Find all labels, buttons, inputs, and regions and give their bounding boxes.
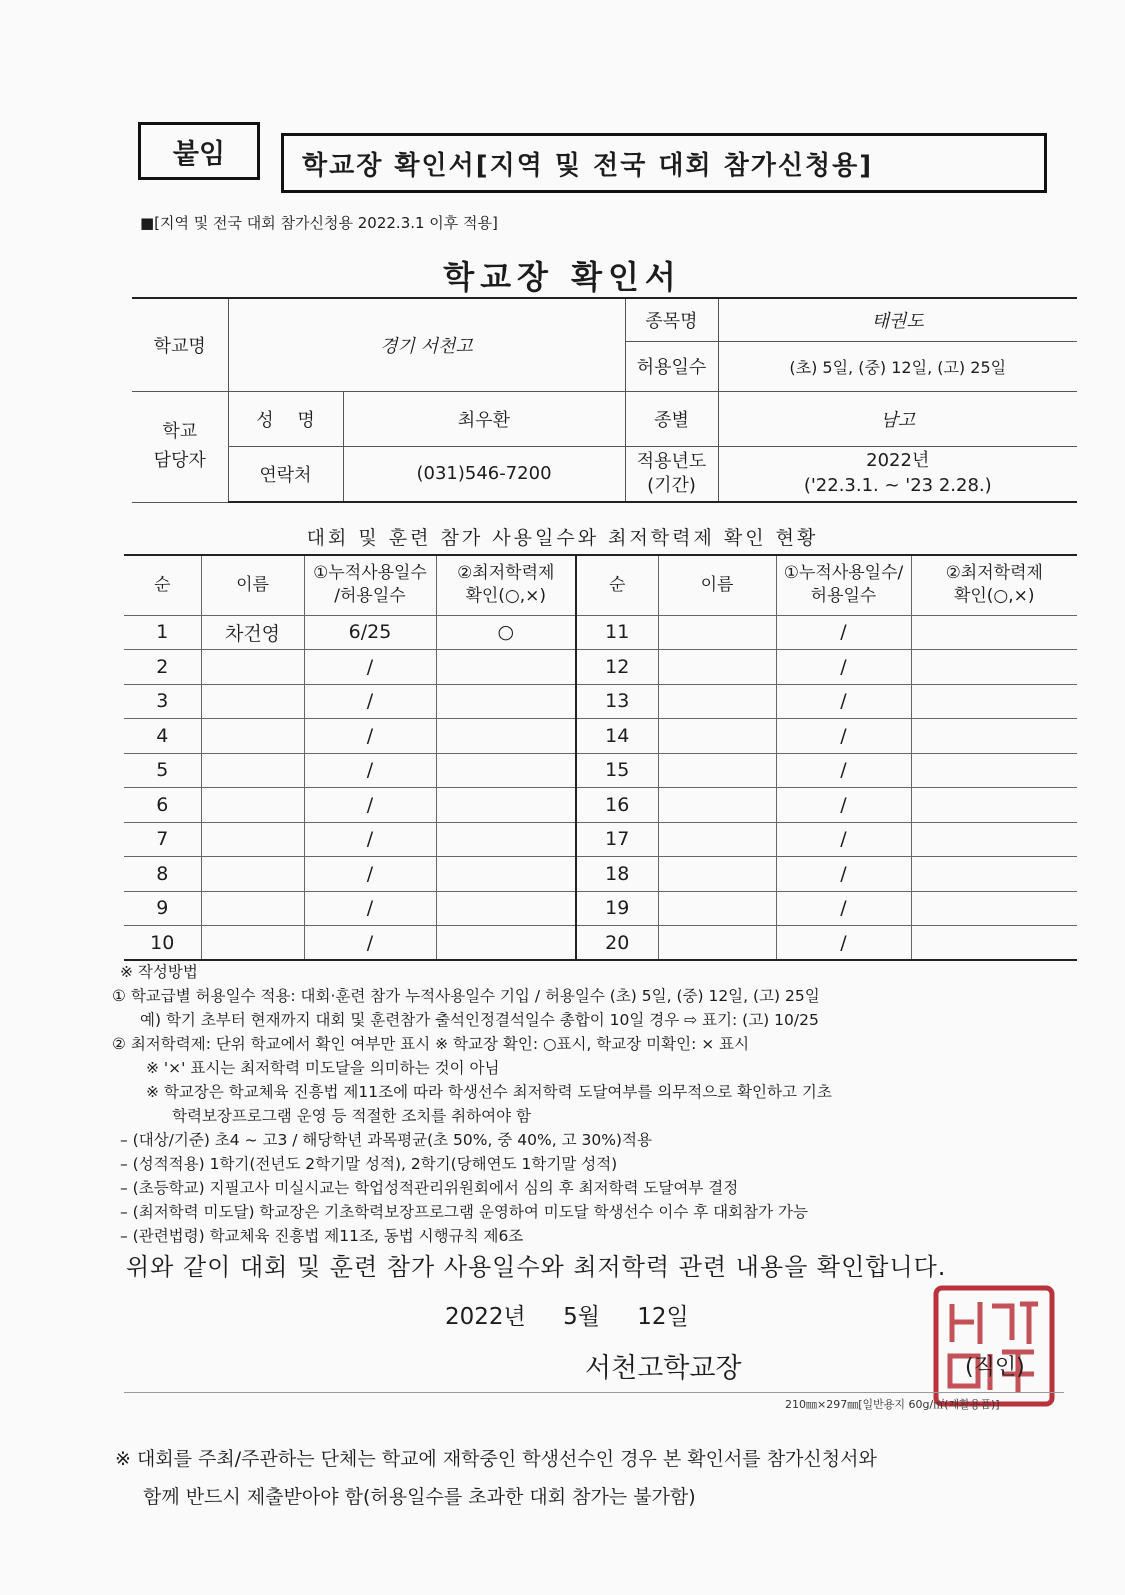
cell-days-2: / [776, 719, 911, 754]
instruction-line: – (최저학력 미도달) 학교장은 기초학력보장프로그램 운영하여 미도달 학생선수 이수 후 대회참가 가능 [120, 1203, 808, 1221]
cell-name [201, 684, 304, 719]
cell-seq-2: 19 [576, 891, 658, 926]
cell-seq: 10 [124, 926, 201, 961]
cell-name-2 [658, 891, 776, 926]
cell-check [436, 719, 576, 754]
header-check: ②최저학력제 확인(○,×) [436, 555, 576, 615]
year-value: 2022년 ('22.3.1. ~ '23 2.28.) [718, 446, 1077, 502]
cell-name [201, 719, 304, 754]
cell-days: / [304, 684, 436, 719]
cell-check-2 [911, 788, 1077, 823]
cell-check [436, 926, 576, 961]
cell-seq: 5 [124, 753, 201, 788]
cell-seq-2: 15 [576, 753, 658, 788]
instruction-line: – (관련법령) 학교체육 진흥법 제11조, 동법 시행규칙 제6조 [120, 1227, 524, 1245]
header-name-2: 이름 [658, 555, 776, 615]
divider [124, 1392, 1064, 1393]
header-days-2: ①누적사용일수/ 허용일수 [776, 555, 911, 615]
cell-days: / [304, 822, 436, 857]
applicability-note: ■[지역 및 전국 대회 참가신청용 2022.3.1 이후 적용] [140, 214, 498, 232]
header-check-2: ②최저학력제 확인(○,×) [911, 555, 1077, 615]
cell-name-2 [658, 822, 776, 857]
cell-seq: 7 [124, 822, 201, 857]
instructions [112, 960, 1072, 1248]
cell-days-2: / [776, 684, 911, 719]
cell-seq: 3 [124, 684, 201, 719]
instruction-line: 학력보장프로그램 운영 등 적절한 조치를 취하여야 함 [172, 1107, 531, 1125]
cell-name-2 [658, 926, 776, 961]
instruction-line: 예) 학기 초부터 현재까지 대회 및 훈련참가 출석인정결석일수 총합이 10일 경우 ⇨ 표기: (고) 10/25 [140, 1011, 819, 1029]
sign-date [445, 1298, 719, 1331]
instruction-line: – (대상/기준) 초4 ~ 고3 / 해당학년 과목평균(초 50%, 중 40%, 고 30%)적용 [120, 1131, 652, 1149]
cell-days: / [304, 891, 436, 926]
cell-days: / [304, 719, 436, 754]
instruction-line: – (성적적용) 1학기(전년도 2학기말 성적), 2학기(당해연도 1학기말 성적) [120, 1155, 618, 1173]
cell-seq-2: 18 [576, 857, 658, 892]
cell-days-2: / [776, 822, 911, 857]
cell-check-2 [911, 684, 1077, 719]
cell-days-2: / [776, 753, 911, 788]
cell-check [436, 822, 576, 857]
participation-table [124, 554, 1077, 961]
cell-seq-2: 13 [576, 684, 658, 719]
cell-check-2 [911, 926, 1077, 961]
cell-check [436, 857, 576, 892]
table-row [124, 891, 1077, 926]
table-row [124, 719, 1077, 754]
date-year: 2022년 [445, 1304, 526, 1330]
cell-check-2 [911, 857, 1077, 892]
cell-seq: 8 [124, 857, 201, 892]
footnote-line: 함께 반드시 제출받아야 함(허용일수를 초과한 대회 참가는 불가함) [143, 1486, 696, 1508]
table-row [124, 822, 1077, 857]
cell-seq-2: 20 [576, 926, 658, 961]
cell-days: 6/25 [304, 615, 436, 650]
principal-signature: 서천고학교장 [585, 1353, 742, 1384]
cell-seq-2: 17 [576, 822, 658, 857]
cell-days: / [304, 650, 436, 685]
allowed-days-value: (초) 5일, (중) 12일, (고) 25일 [718, 341, 1077, 391]
cell-name [201, 650, 304, 685]
official-seal-stamp [930, 1282, 1058, 1410]
section-title: 대회 및 훈련 참가 사용일수와 최저학력제 확인 현황 [306, 527, 819, 549]
cell-name-2 [658, 719, 776, 754]
instruction-line: ※ 학교장은 학교체육 진흥법 제11조에 따라 학생선수 최저학력 도달여부를 의무적으로 확인하고 기초 [146, 1083, 832, 1101]
table-row [124, 650, 1077, 685]
cell-seq: 1 [124, 615, 201, 650]
table-row [124, 753, 1077, 788]
school-info-table [132, 297, 1077, 503]
cell-name [201, 926, 304, 961]
cell-days-2: / [776, 788, 911, 823]
allowed-days-label: 허용일수 [625, 341, 718, 391]
cell-check: ○ [436, 615, 576, 650]
cell-days-2: / [776, 650, 911, 685]
cell-name-2 [658, 684, 776, 719]
cell-check [436, 753, 576, 788]
table-row [124, 788, 1077, 823]
cell-name-2 [658, 615, 776, 650]
sport-value: 태권도 [718, 298, 1077, 341]
cell-name-2 [658, 650, 776, 685]
manager-name-value: 최우환 [343, 391, 625, 446]
header-seq-2: 순 [576, 555, 658, 615]
year-label: 적용년도 (기간) [625, 446, 718, 502]
cell-days-2: / [776, 615, 911, 650]
attachment-tag: 붙임 [138, 122, 260, 180]
cell-name: 차건영 [201, 615, 304, 650]
gender-type-label: 종별 [625, 391, 718, 446]
manager-label: 학교 담당자 [132, 391, 228, 502]
school-label: 학교명 [132, 298, 228, 391]
cell-days-2: / [776, 857, 911, 892]
cell-name [201, 822, 304, 857]
cell-check [436, 788, 576, 823]
contact-label: 연락처 [228, 446, 343, 502]
date-month: 5월 [563, 1304, 600, 1330]
cell-days: / [304, 857, 436, 892]
cell-seq: 6 [124, 788, 201, 823]
cell-check-2 [911, 891, 1077, 926]
cell-seq-2: 11 [576, 615, 658, 650]
cell-check [436, 891, 576, 926]
footnote [115, 1440, 877, 1516]
instruction-line: ② 최저학력제: 단위 학교에서 확인 여부만 표시 ※ 학교장 확인: ○표시, 학교장 미확인: × 표시 [112, 1035, 750, 1053]
cell-name [201, 788, 304, 823]
cell-seq: 4 [124, 719, 201, 754]
cell-days-2: / [776, 891, 911, 926]
gender-type-value: 남고 [718, 391, 1077, 446]
cell-check-2 [911, 822, 1077, 857]
cell-name [201, 857, 304, 892]
paper-spec: 210㎜×297㎜[일반용지 60g/㎡(재활용품)] [785, 1398, 1000, 1411]
cell-days: / [304, 788, 436, 823]
cell-check-2 [911, 650, 1077, 685]
header-days: ①누적사용일수 /허용일수 [304, 555, 436, 615]
cell-days: / [304, 753, 436, 788]
cell-check-2 [911, 719, 1077, 754]
sport-label: 종목명 [625, 298, 718, 341]
cell-days: / [304, 926, 436, 961]
school-value: 경기 서천고 [228, 298, 625, 391]
cell-name-2 [658, 753, 776, 788]
instruction-line: ① 학교급별 허용일수 적용: 대회·훈련 참가 누적사용일수 기입 / 허용일수 (초) 5일, (중) 12일, (고) 25일 [112, 987, 820, 1005]
contact-value: (031)546-7200 [343, 446, 625, 502]
instruction-line: – (초등학교) 지필고사 미실시교는 학업성적관리위원회에서 심의 후 최저학력 도달여부 결정 [120, 1179, 739, 1197]
cell-check-2 [911, 753, 1077, 788]
seal-label: (직인) [965, 1355, 1025, 1380]
cell-check [436, 684, 576, 719]
header-name: 이름 [201, 555, 304, 615]
page-title: 학교장 확인서 [443, 258, 682, 296]
instruction-line: ※ '×' 표시는 최저학력 미도달을 의미하는 것이 아님 [146, 1059, 500, 1077]
cell-name-2 [658, 788, 776, 823]
cell-name-2 [658, 857, 776, 892]
cell-check-2 [911, 615, 1077, 650]
cell-seq: 9 [124, 891, 201, 926]
table-row [124, 857, 1077, 892]
cell-name [201, 753, 304, 788]
date-day: 12일 [637, 1304, 689, 1330]
cell-check [436, 650, 576, 685]
instruction-line: ※ 작성방법 [120, 963, 198, 981]
form-title: 학교장 확인서[지역 및 전국 대회 참가신청용] [281, 133, 1047, 193]
cell-seq-2: 16 [576, 788, 658, 823]
cell-seq: 2 [124, 650, 201, 685]
table-row [124, 684, 1077, 719]
confirmation-statement: 위와 같이 대회 및 훈련 참가 사용일수와 최저학력 관련 내용을 확인합니다. [126, 1253, 947, 1281]
cell-name [201, 891, 304, 926]
cell-seq-2: 12 [576, 650, 658, 685]
cell-seq-2: 14 [576, 719, 658, 754]
table-header-row [124, 555, 1077, 615]
cell-days-2: / [776, 926, 911, 961]
header-seq: 순 [124, 555, 201, 615]
footnote-line: ※ 대회를 주최/주관하는 단체는 학교에 재학중인 학생선수인 경우 본 확인서를 참가신청서와 [115, 1448, 877, 1470]
table-row [124, 926, 1077, 961]
table-row [124, 615, 1077, 650]
manager-name-label: 성 명 [228, 391, 343, 446]
